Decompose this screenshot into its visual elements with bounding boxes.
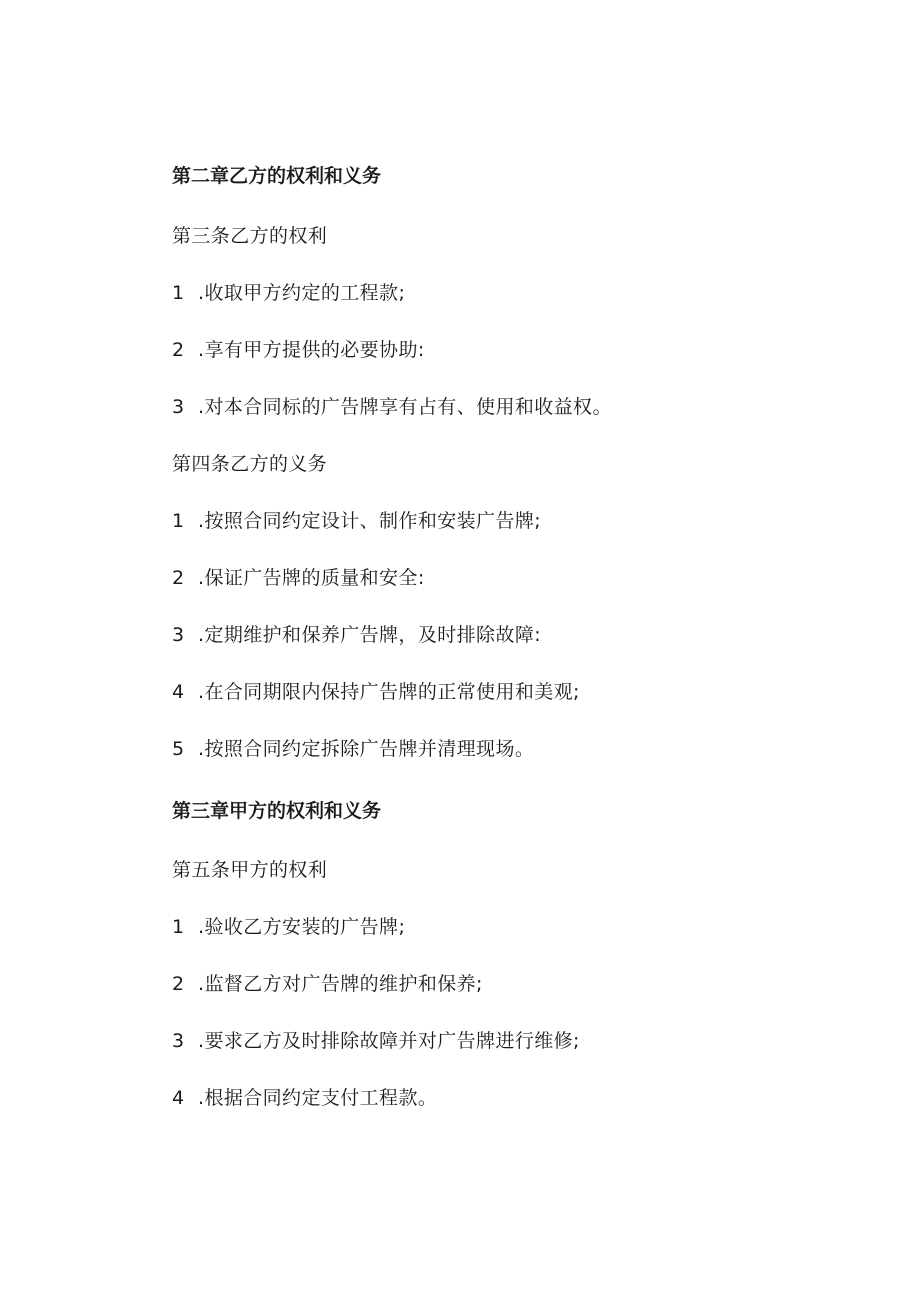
- article-3-title: 第三条乙方的权利: [172, 225, 328, 247]
- list-item: [172, 623, 541, 647]
- chapter-3-heading: 第三章甲方的权利和义务: [172, 800, 382, 822]
- item-text: .定期维护和保养广告牌，及时排除故障:: [198, 624, 542, 646]
- item-number: 4: [172, 1087, 185, 1109]
- item-text: .监督乙方对广告牌的维护和保养;: [198, 973, 483, 995]
- list-item: [172, 680, 580, 704]
- list-item: [172, 509, 541, 533]
- item-number: 3: [172, 624, 185, 646]
- item-number: 3: [172, 396, 185, 418]
- item-text: .收取甲方约定的工程款;: [198, 282, 406, 304]
- item-number: 1: [172, 510, 185, 532]
- item-text: .对本合同标的广告牌享有占有、使用和收益权。: [198, 396, 612, 418]
- list-item: [172, 281, 405, 305]
- item-text: .保证广告牌的质量和安全:: [198, 567, 425, 589]
- item-number: 2: [172, 973, 185, 995]
- list-item: [172, 338, 425, 362]
- item-text: .在合同期限内保持广告牌的正常使用和美观;: [198, 681, 580, 703]
- item-number: 5: [172, 738, 185, 760]
- item-number: 4: [172, 681, 185, 703]
- list-item: [172, 566, 425, 590]
- item-number: 1: [172, 282, 185, 304]
- list-item: [172, 915, 405, 939]
- item-text: .根据合同约定支付工程款。: [198, 1087, 438, 1109]
- article-4-title: 第四条乙方的义务: [172, 453, 328, 475]
- list-item: [172, 737, 534, 761]
- item-text: .按照合同约定设计、制作和安装广告牌;: [198, 510, 542, 532]
- list-item: [172, 972, 483, 996]
- item-text: .按照合同约定拆除广告牌并清理现场。: [198, 738, 535, 760]
- item-text: .验收乙方安装的广告牌;: [198, 916, 406, 938]
- list-item: [172, 1029, 580, 1053]
- item-number: 2: [172, 567, 185, 589]
- item-number: 2: [172, 339, 185, 361]
- article-5-title: 第五条甲方的权利: [172, 859, 328, 881]
- item-number: 3: [172, 1030, 185, 1052]
- item-number: 1: [172, 916, 185, 938]
- item-text: .享有甲方提供的必要协助:: [198, 339, 425, 361]
- list-item: [172, 1086, 437, 1110]
- list-item: [172, 395, 612, 419]
- chapter-2-heading: 第二章乙方的权利和义务: [172, 165, 382, 187]
- item-text: .要求乙方及时排除故障并对广告牌进行维修;: [198, 1030, 580, 1052]
